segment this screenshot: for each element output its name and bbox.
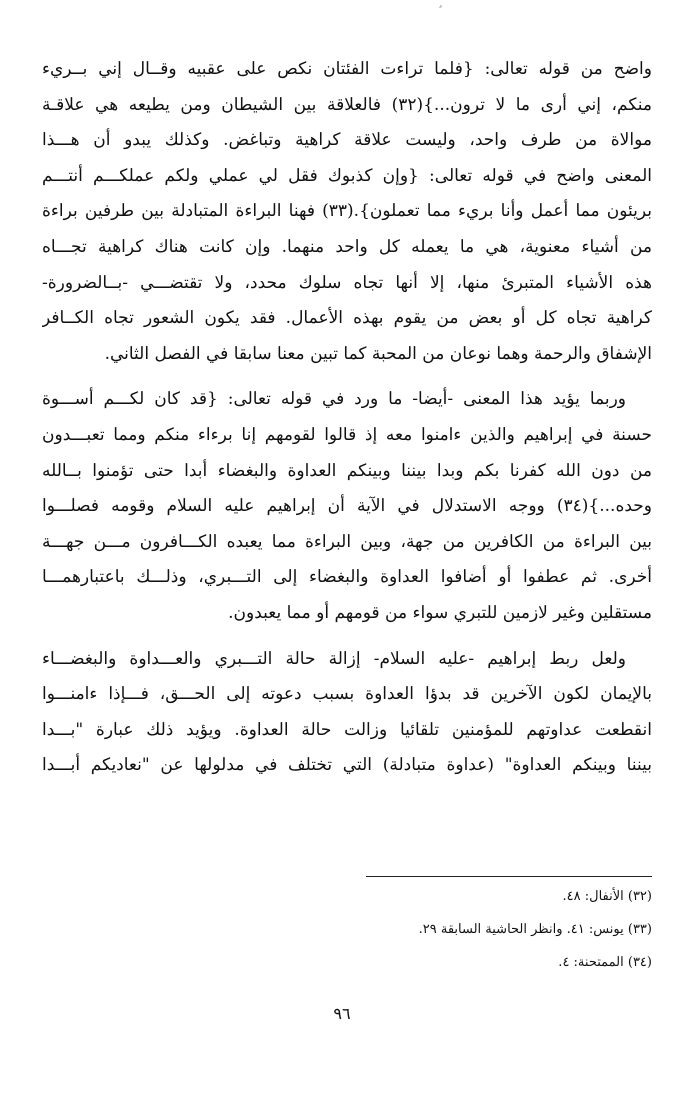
text-line: الإشفاق والرحمة وهما نوعان من المحبة كما تبين معنا سابقا في الفصل الثاني. [104, 343, 652, 364]
page-number: ٩٦ [333, 1004, 351, 1023]
text-line: موالاة من طرف واحد، وليست علاقة كراهية وتباغض. وكذلك يبدو أن هـــذا [42, 130, 652, 151]
text-line: بالإيمان لكون الآخرين قد بدؤا العداوة بسبب دعوته إلى الحـــق، فـــإذا ءامنـــوا [42, 684, 652, 705]
text-line: ولعل ربط إبراهيم -عليه السلام- إزالة حالة التـــبري والعـــداوة والبغضـــاء [42, 648, 626, 669]
text-line: وربما يؤيد هذا المعنى -أيضا- ما ورد في قوله تعالى: {قد كان لكـــم أســـوة [42, 389, 626, 410]
text-line: هذه الأشياء المتبرئ منها، إلا أنها تجاه سلوك محدد، ولا تقتضـــي -بــالضرورة- [42, 272, 652, 293]
paragraph-1 [42, 52, 652, 372]
text-line: واضح من قوله تعالى: {فلما تراءت الفئتان نكص على عقبيه وقــال إني بــريء [42, 59, 652, 79]
text-line: المعنى واضح في قوله تعالى: {وإن كذبوك فقل لي عملي ولكم عملكـــم أنتـــم [42, 165, 652, 186]
text-line: من دون الله كفرنا بكم وبدا بيننا وبينكم العداوة والبغضاء أبدا حتى تؤمنوا بــالله [42, 460, 652, 481]
text-line: مستقلين وغير لازمين للتبري سواء من قومهم أو مما يعبدون. [228, 602, 652, 623]
footnote-32: (٣٢) الأنفال: ٤٨. [562, 889, 652, 904]
footnote-34: (٣٤) الممتحنة: ٤. [558, 955, 652, 970]
text-line: كراهية تجاه كل أو بعض من يقوم بهذه الأعمال. فقد يكون الشعور تجاه الكــافر [42, 308, 652, 329]
main-text [42, 52, 652, 784]
footnote-33: (٣٣) يونس: ٤١. وانظر الحاشية السابقة ٢٩. [418, 922, 652, 937]
paragraph-2 [42, 382, 652, 631]
text-line: بين البراءة من الكافرين من جهة، وبين البراءة مما يعبده الكـــافرون مـــن جهـــة [42, 531, 652, 552]
text-line: بريئون مما أعمل وأنا بريء مما تعملون}.(٣٣) فهنا البراءة المتبادلة بين طرفين براءة [42, 201, 652, 222]
text-line: انقطعت عداوتهم للمؤمنين تلقائيا وزالت حالة العداوة. ويؤيد ذلك عبارة "بـــدا [42, 719, 652, 740]
footnote-separator [366, 876, 652, 877]
text-line: من أشياء معنوية، هي ما يعمله كل واحد منهما. وإن كانت هناك كراهية تجـــاه [42, 236, 652, 257]
paragraph-3 [42, 642, 652, 784]
text-line: بيننا وبينكم العداوة" (عداوة متبادلة) التي تختلف في مدلولها عن "نعاديكم أبـــدا [42, 755, 652, 776]
footnotes [300, 880, 652, 979]
text-line: منكم، إني أرى ما لا ترون...}(٣٢) فالعلاقة بين الشيطان ومن يطيعه هي علاقـة [42, 94, 652, 115]
text-line: حسنة في إبراهيم والذين ءامنوا معه إذ قالوا لقومهم إنا برءاء منكم ومما تعبـــدون [42, 424, 652, 445]
text-line: أخرى. ثم عطفوا أو أضافوا العداوة والبغضاء إلى التـــبري، وذلـــك باعتبارهمـــا [42, 567, 652, 588]
text-line: وحده...}(٣٤) ووجه الاستدلال في الآية أن إبراهيم عليه السلام وقومه فصلـــوا [42, 496, 652, 517]
